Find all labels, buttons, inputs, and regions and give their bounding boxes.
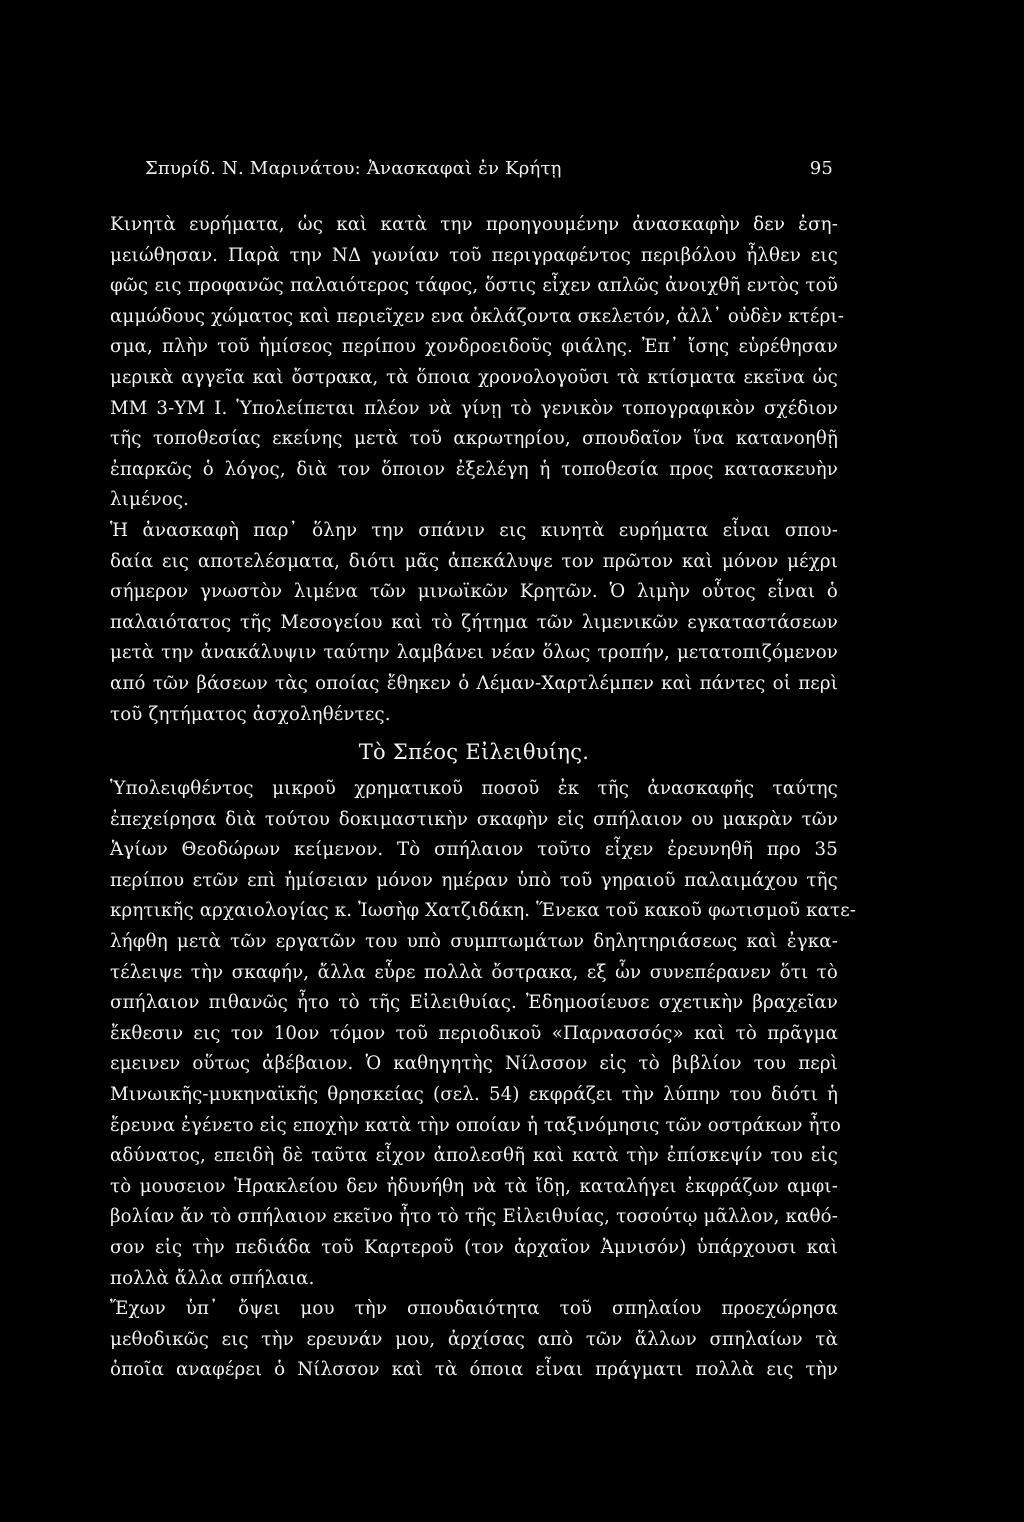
text-line: μειώθησαν. Παρὰ την ΝΔ γωνίαν τοῦ περιγραφέντος περιβόλου ἦλθεν εις [110, 244, 838, 266]
text-line: Κινητὰ ευρήματα, ὡς καὶ κατὰ την προηγουμένην ἀνασκαφὴν δεν ἐση- [110, 214, 838, 235]
text-line: ἔκθεσιν εις τον 10ον τόμον τοῦ περιοδικοῦ «Παρνασσός» καὶ τὸ πρᾶγμα [110, 1022, 838, 1044]
text-line: μερικὰ αγγεῖα καὶ ὄστρακα, τὰ ὅποια χρονολογοῦσι τὰ κτίσματα εκεῖνα ὡς [110, 366, 838, 388]
paragraph-2 [110, 516, 838, 730]
text-line: σπήλαιον πιθανῶς ἦτο τὸ τῆς Εἰλειθυίας. Ἐδημοσίευσε σχετικὴν βραχεῖαν [110, 992, 838, 1014]
text-line: ἔρευνα ἐγένετο εἰς εποχὴν κατὰ τὴν οποίαν ἡ ταξινόμησις τῶν οστράκων ἦτο [110, 1114, 841, 1136]
text-line: λήφθη μετὰ τῶν εργατῶν του υπὸ συμπτωμάτων δηλητηριάσεως καὶ ἐγκα- [110, 931, 838, 953]
text-line: ἐπαρκῶς ὁ λόγος, διὰ τον ὅποιον ἐξελέγη ἡ τοποθεσία προς κατασκευὴν [110, 458, 838, 480]
text-line: αδύνατος, επειδὴ δὲ ταῦτα εἶχον ἀπολεσθῆ καὶ κατὰ τὴν ἐπίσκεψίν του εἰς [110, 1145, 838, 1167]
text-line: τέλειψε τὴν σκαφήν, ἄλλα εὗρε πολλὰ ὄστρακα, εξ ὧν συνεπέρανεν ὅτι τὸ [110, 961, 838, 983]
running-header [137, 158, 833, 188]
text-line: Ὑπολειφθέντος μικροῦ χρηματικοῦ ποσοῦ ἐκ τῆς ἀνασκαφῆς ταύτης [110, 778, 838, 800]
paragraph-3 [110, 774, 857, 1294]
text-line: ὁποῖα αναφέρει ὁ Νίλσσον καὶ τὰ όποια εἶναι πράγματι πολλὰ εις τὴν [110, 1359, 838, 1381]
text-line: τοῦ ζητήματος ἀσχοληθέντες. [110, 703, 391, 725]
text-line: Ἡ ἀνασκαφὴ παρ᾽ ὅλην την σπάνιν εις κινητὰ ευρήματα εἶναι σπου- [110, 519, 838, 541]
text-line: βολίαν ἄν τὸ σπήλαιον εκεῖνο ἦτο τὸ τῆς Εἰλειθυίας, τοσούτῳ μᾶλλον, καθό- [110, 1206, 838, 1228]
text-line: αμμώδους χώματος καὶ περιεῖχεν ενα ὀκλάζοντα σκελετόν, ἀλλ᾽ οὐδὲν κτέρι- [110, 305, 845, 327]
text-line: κρητικῆς αρχαιολογίας κ. Ἰωσὴφ Χατζιδάκη. Ἕνεκα τοῦ κακοῦ φωτισμοῦ κατε- [110, 900, 857, 922]
text-line: περίπου ετῶν επὶ ἡμίσειαν μόνον ημέραν ὑπὸ τοῦ γηραιοῦ παλαιμάχου τῆς [110, 869, 838, 891]
running-title: Σπυρίδ. Ν. Μαρινάτου: Ἀνασκαφαὶ ἐν Κρήτῃ [145, 158, 562, 179]
text-line: φῶς εις προφανῶς παλαιότερος τάφος, ὅστις εἶχεν απλῶς ἀνοιχθῆ εντὸς τοῦ [110, 275, 838, 297]
text-line: τῆς τοποθεσίας εκείνης μετὰ τοῦ ακρωτηρίου, σπουδαῖον ἵνα κατανοηθῇ [110, 428, 838, 450]
paragraph-1 [110, 210, 845, 516]
text-line: ΜΜ 3-ΥΜ Ι. Ὑπολείπεται πλέον νὰ γίνῃ τὸ γενικὸν τοπογραφικὸν σχέδιον [110, 397, 838, 419]
text-line: Ἁγίων Θεοδώρων κείμενον. Τὸ σπήλαιον τοῦτο εἶχεν ἐρευνηθῆ προ 35 [110, 839, 838, 861]
text-line: ἐπεχείρησα διὰ τούτου δοκιμαστικὴν σκαφὴν εἰς σπήλαιον ου μακρὰν τῶν [110, 808, 838, 830]
text-line: λιμένος. [110, 489, 190, 511]
paragraph-4 [110, 1294, 838, 1386]
text-line: τὸ μουσειον Ἡρακλείου δεν ἠδυνήθη νὰ τὰ ἴδῃ, καταλήγει ἐκφράζων αμφι- [110, 1175, 838, 1197]
text-line: Μινωικῆς-μυκηναϊκῆς θρησκείας (σελ. 54) εκφράζει τὴν λύπην του διότι ἡ [110, 1084, 838, 1106]
section-heading: Τὸ Σπέος Εἰλειθυίης. [358, 740, 590, 765]
text-line: μεθοδικῶς εις τὴν ερευνάν μου, ἀρχίσας απὸ τῶν ἄλλων σπηλαίων τὰ [110, 1328, 838, 1350]
text-line: Ἔχων ὑπ᾽ ὄψει μου τὴν σπουδαιότητα τοῦ σπηλαίου προεχώρησα [110, 1298, 838, 1320]
text-line: από τῶν βάσεων τὰς οποίας ἔθηκεν ὁ Λέμαν-Χαρτλέμπεν καὶ πάντες οἱ περὶ [110, 672, 838, 694]
text-line: εμεινεν οὕτως ἀβέβαιον. Ὁ καθηγητὴς Νίλσσον εἰς τὸ βιβλίον του περὶ [110, 1053, 838, 1075]
text-line: δαία εις αποτελέσματα, διότι μᾶς ἀπεκάλυψε τον πρῶτον καὶ μόνον μέχρι [110, 550, 838, 572]
body-text [110, 210, 857, 1386]
text-line: πολλὰ ἄλλα σπήλαια. [110, 1267, 315, 1289]
page-number: 95 [809, 158, 833, 179]
text-line: μετὰ την ἀνακάλυψιν ταύτην λαμβάνει νέαν ὅλως τροπήν, μετατοπιζόμενον [110, 642, 838, 664]
text-line: σον εἰς τὴν πεδιάδα τοῦ Καρτεροῦ (τον ἀρχαῖον Ἀμνισόν) ὑπάρχουσι καὶ [110, 1237, 838, 1258]
text-line: παλαιότατος τῆς Μεσογείου καὶ τὸ ζήτημα τῶν λιμενικῶν εγκαταστάσεων [110, 611, 838, 633]
text-line: σμα, πλὴν τοῦ ἡμίσεος περίπου χονδροειδοῦς φιάλης. Ἐπ᾽ ἴσης εὑρέθησαν [110, 336, 838, 358]
text-line: σήμερον γνωστὸν λιμένα τῶν μινωϊκῶν Κρητῶν. Ὁ λιμὴν οὗτος εἶναι ὁ [110, 581, 838, 603]
